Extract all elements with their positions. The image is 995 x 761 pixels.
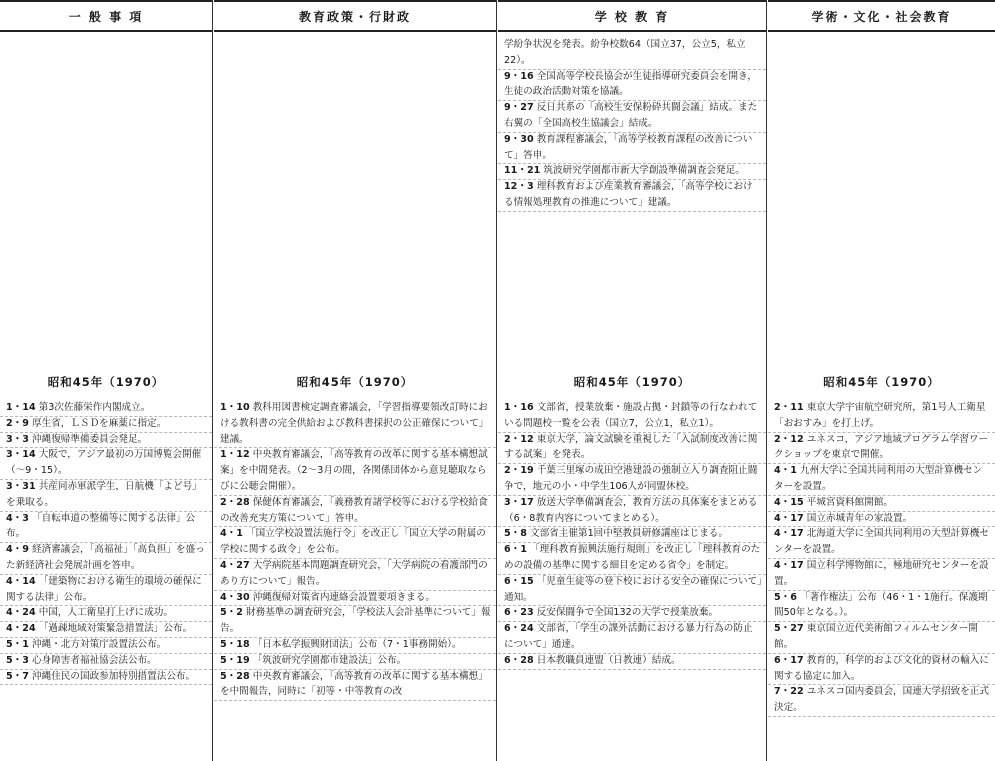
entry-text: 「建築物における衛生的環境の確保に関する法律」公布。: [6, 575, 202, 603]
entry-text: 国立科学博物館に，極地研究センターを設置。: [774, 559, 989, 587]
entry-date: 3・3: [6, 433, 29, 445]
list-item: [6, 511, 208, 543]
column-header: 教育政策・行財政: [214, 0, 496, 32]
entry-date: 6・24: [504, 623, 534, 635]
list-item: [774, 653, 991, 685]
entry-text: 文部省，「学生の課外活動における暴力行為の防止について」通達。: [504, 623, 753, 650]
entry-date: 11・21: [504, 165, 541, 177]
entry-date: 4・17: [774, 512, 804, 524]
entry-date: 6・17: [774, 654, 804, 666]
entry-date: 6・23: [504, 607, 534, 619]
entry-date: 6・28: [504, 654, 534, 666]
entry-date: 5・27: [774, 623, 804, 635]
entry-text: ユネスコ国内委員会，国連大学招致を正式決定。: [774, 686, 989, 714]
list-item: [504, 432, 762, 464]
entry-date: 5・1: [6, 638, 29, 650]
column-school-education: [498, 0, 767, 761]
list-item: [504, 463, 762, 495]
entry-text: 「日本私学振興財団法」公布（7・1事務開始）。: [252, 638, 462, 650]
list-item: [220, 447, 492, 494]
entry-text: 中央教育審議会，「高等教育の改革に関する基本構想試案」を中間発表。（2〜3月の間，各関係団体から意見聴取ならびに公聴会開催）。: [220, 449, 488, 492]
entry-text: 沖縄・北方対策庁設置法公布。: [32, 638, 167, 650]
entry-text: 反日共系の「高校生安保粉砕共闘会議」結成。また右翼の「全国高校生協議会」結成。: [504, 102, 758, 129]
list-item: [504, 37, 762, 69]
list-item: [6, 669, 208, 685]
list-item: [774, 511, 991, 527]
list-item: [6, 621, 208, 637]
entry-text: 心身障害者福祉協会法公布。: [32, 654, 157, 666]
entry-date: 6・1: [504, 544, 527, 556]
list-item: [504, 132, 762, 164]
list-item: [504, 574, 762, 606]
column-academic-culture: [768, 0, 995, 761]
entry-date: 5・18: [220, 638, 250, 650]
entry-text: 沖縄復帰対策省内連絡会設置要項きまる。: [252, 591, 435, 603]
list-item: [504, 605, 762, 621]
entry-date: 4・30: [220, 591, 250, 603]
entry-list: [504, 400, 762, 669]
entry-date: 5・8: [504, 528, 527, 540]
entry-date: 12・3: [504, 181, 534, 193]
entry-date: 2・19: [504, 465, 534, 477]
entry-text: 日本教職員連盟（日教連）結成。: [536, 654, 681, 666]
list-item: [220, 400, 492, 447]
entry-date: 4・17: [774, 559, 804, 571]
entry-date: 1・16: [504, 402, 534, 413]
list-item: [774, 495, 991, 511]
entry-text: 経済審議会，「高福祉」「高負担」を盛った新経済社会発展計画を答申。: [6, 544, 205, 571]
list-item: [220, 590, 492, 606]
entry-date: 9・30: [504, 133, 534, 145]
entry-text: 「児童生徒等の登下校における安全の確保について」通知。: [504, 575, 762, 603]
list-item: [504, 400, 762, 432]
entry-list: [6, 400, 208, 684]
list-item: [6, 653, 208, 669]
entry-list: [220, 400, 492, 700]
entry-date: 4・1: [220, 528, 243, 540]
entry-text: 反安保闘争で全国132の大学で授業放棄。: [536, 607, 719, 619]
entry-date: 4・1: [774, 465, 797, 477]
entry-date: 9・27: [504, 102, 534, 114]
entry-date: 2・28: [220, 496, 250, 508]
column-header: 学術・文化・社会教育: [768, 0, 995, 32]
entry-text: 「過疎地域対策緊急措置法」公布。: [38, 623, 193, 635]
entry-text: 放送大学準備調査会，教育方法の具体案をまとめる（6・8教育内容についてまとめる）。: [504, 496, 758, 524]
entry-text: 学紛争状況を発表。紛争校数64（国立37，公立5，私立22）。: [504, 39, 746, 66]
list-item: [504, 495, 762, 527]
entry-date: 4・9: [6, 544, 29, 556]
list-item: [220, 558, 492, 590]
list-item: [774, 590, 991, 622]
entry-date: 3・31: [6, 480, 36, 492]
entry-date: 5・3: [6, 654, 29, 666]
entry-date: 5・28: [220, 670, 250, 682]
list-item: [220, 605, 492, 637]
column-header: 一 般 事 項: [0, 0, 212, 32]
list-item: [504, 621, 762, 653]
entry-text: 九州大学に全国共同利用の大型計算機センターを設置。: [774, 465, 983, 492]
entry-text: 理科教育および産業教育審議会，「高等学校における情報処理教育の推進について」建議。: [504, 181, 753, 208]
column-education-policy: [214, 0, 497, 761]
entry-text: 教科用図書検定調査審議会，「学習指導要領改訂時における教科書の完全供給および教科書採択の公正確保について」建議。: [220, 402, 489, 445]
entry-list-continued: [504, 37, 762, 211]
list-item: [504, 100, 762, 132]
entry-text: 平城宮資料館開館。: [806, 496, 894, 508]
entry-text: 東京大学，論文試験を重視した「入試制度改善に関する試案」を発表。: [504, 433, 758, 461]
entry-text: 沖縄住民の国政参加特別措置法公布。: [32, 670, 196, 682]
list-item: [774, 526, 991, 558]
entry-date: 3・17: [504, 496, 534, 508]
entry-date: 4・17: [774, 528, 804, 540]
list-item: [504, 542, 762, 574]
entry-date: 1・14: [6, 402, 36, 413]
entry-date: 4・27: [220, 559, 250, 571]
entry-text: 沖縄復帰準備委員会発足。: [32, 433, 148, 445]
list-item: [774, 621, 991, 653]
entry-text: 教育的，科学的および文化的資材の輸入に関する協定に加入。: [774, 654, 989, 682]
list-item: [774, 558, 991, 590]
entry-text: 共産同赤軍派学生，日航機「よど号」を乗取る。: [6, 480, 202, 508]
entry-text: 筑波研究学園都市新大学創設準備調査会発足。: [543, 165, 745, 177]
list-item: [774, 684, 991, 716]
entry-text: ユネスコ，アジア地域プログラム学習ワークショップを東京で開催。: [774, 433, 989, 461]
entry-date: 2・11: [774, 402, 804, 413]
entry-date: 5・2: [220, 607, 243, 619]
list-item: [6, 400, 208, 416]
entry-text: 文部省，授業放棄・施設占拠・封鎖等の行なわれている問題校一覧を公表（国立7，公立1，私立1）。: [504, 402, 758, 429]
list-item: [504, 653, 762, 669]
list-item: [774, 432, 991, 464]
list-item: [6, 637, 208, 653]
entry-text: 「理科教育振興法施行規則」を改正し「理科教育のための設備の基準に関する細目を定める省令」を制定。: [504, 544, 761, 571]
entry-text: 「著作権法」公布（46・1・1施行。保護期間50年となる。）。: [774, 591, 988, 619]
entry-date: 5・6: [774, 591, 797, 603]
entry-text: 第3次佐藤栄作内閣成立。: [38, 402, 151, 413]
entry-text: 「自転車道の整備等に関する法律」公布。: [6, 512, 196, 540]
entry-date: 7・22: [774, 686, 804, 698]
entry-date: 5・7: [6, 670, 29, 682]
entry-date: 1・10: [220, 402, 250, 413]
entry-date: 4・15: [774, 496, 804, 508]
year-label: 昭和45年（1970）: [573, 375, 691, 389]
entry-date: 6・15: [504, 575, 534, 587]
entry-text: 教育課程審議会，「高等学校教育課程の改善について」答申。: [504, 133, 753, 161]
entry-text: 北海道大学に全国共同利用の大型計算機センターを設置。: [774, 528, 989, 556]
entry-text: 全国高等学校長協会が生徒指導研究委員会を開き，生徒の政治活動対策を協議。: [504, 70, 757, 98]
list-item: [504, 163, 762, 179]
entry-text: 財務基準の調査研究会，「学校法人会計基準について」報告。: [220, 607, 491, 635]
list-item: [220, 526, 492, 558]
list-item: [6, 432, 208, 448]
entry-text: 「国立学校設置法施行令」を改正し「国立大学の附属の学校に関する政令」を公布。: [220, 528, 486, 556]
list-item: [504, 179, 762, 211]
list-item: [220, 637, 492, 653]
entry-date: 2・9: [6, 417, 29, 429]
entry-text: 保健体育審議会，「義務教育諸学校等における学校給食の改善充実方策について」答申。: [220, 496, 488, 524]
entry-text: 中国，人工衛星打上げに成功。: [38, 607, 173, 619]
entry-date: 4・24: [6, 623, 36, 635]
entry-text: 千葉三里塚の成田空港建設の強制立入り調査阻止闘争で，地元の小・中学生106人が同盟休校。: [504, 465, 758, 492]
list-item: [774, 463, 991, 495]
entry-date: 2・12: [504, 433, 534, 445]
entry-date: 1・12: [220, 449, 250, 461]
entry-text: 大阪で，アジア最初の万国博覧会開催（〜9・15）。: [6, 449, 202, 477]
entry-list: [774, 400, 991, 716]
column-header: 学 校 教 育: [498, 0, 766, 32]
list-item: [6, 542, 208, 574]
list-item: [6, 416, 208, 432]
entry-text: 大学病院基本問題調査研究会，「大学病院の看護部門のあり方について」報告。: [220, 559, 488, 587]
entry-date: 4・24: [6, 607, 36, 619]
entry-date: 5・19: [220, 654, 250, 666]
column-general-affairs: [0, 0, 213, 761]
list-item: [6, 605, 208, 621]
list-item: [220, 653, 492, 669]
list-item: [220, 669, 492, 701]
list-item: [774, 400, 991, 432]
entry-text: 文部省主催第1回中堅教員研修講座はじまる。: [530, 528, 728, 540]
entry-text: 東京国立近代美術館フィルムセンター開館。: [774, 623, 978, 650]
list-item: [504, 69, 762, 101]
list-item: [504, 526, 762, 542]
entry-date: 4・3: [6, 512, 29, 524]
year-label: 昭和45年（1970）: [47, 375, 165, 389]
entry-text: 「筑波研究学園都市建設法」公布。: [252, 654, 407, 666]
list-item: [6, 574, 208, 606]
list-item: [220, 495, 492, 527]
entry-text: 中央教育審議会，「高等教育の改革に関する基本構想」を中間報告，同時に「初等・中等教育の改: [220, 670, 488, 698]
year-label: 昭和45年（1970）: [823, 375, 940, 389]
entry-date: 9・16: [504, 70, 534, 82]
list-item: [6, 447, 208, 479]
entry-text: 東京大学宇宙航空研究所，第1号人工衛星「おおすみ」を打上げ。: [774, 402, 986, 429]
list-item: [6, 479, 208, 511]
entry-date: 2・12: [774, 433, 804, 445]
entry-text: 厚生省，ＬＳＤを麻薬に指定。: [32, 417, 167, 429]
entry-date: 4・14: [6, 575, 36, 587]
entry-text: 国立赤城青年の家設置。: [806, 512, 913, 524]
entry-date: 3・14: [6, 449, 36, 461]
year-label: 昭和45年（1970）: [296, 375, 414, 389]
